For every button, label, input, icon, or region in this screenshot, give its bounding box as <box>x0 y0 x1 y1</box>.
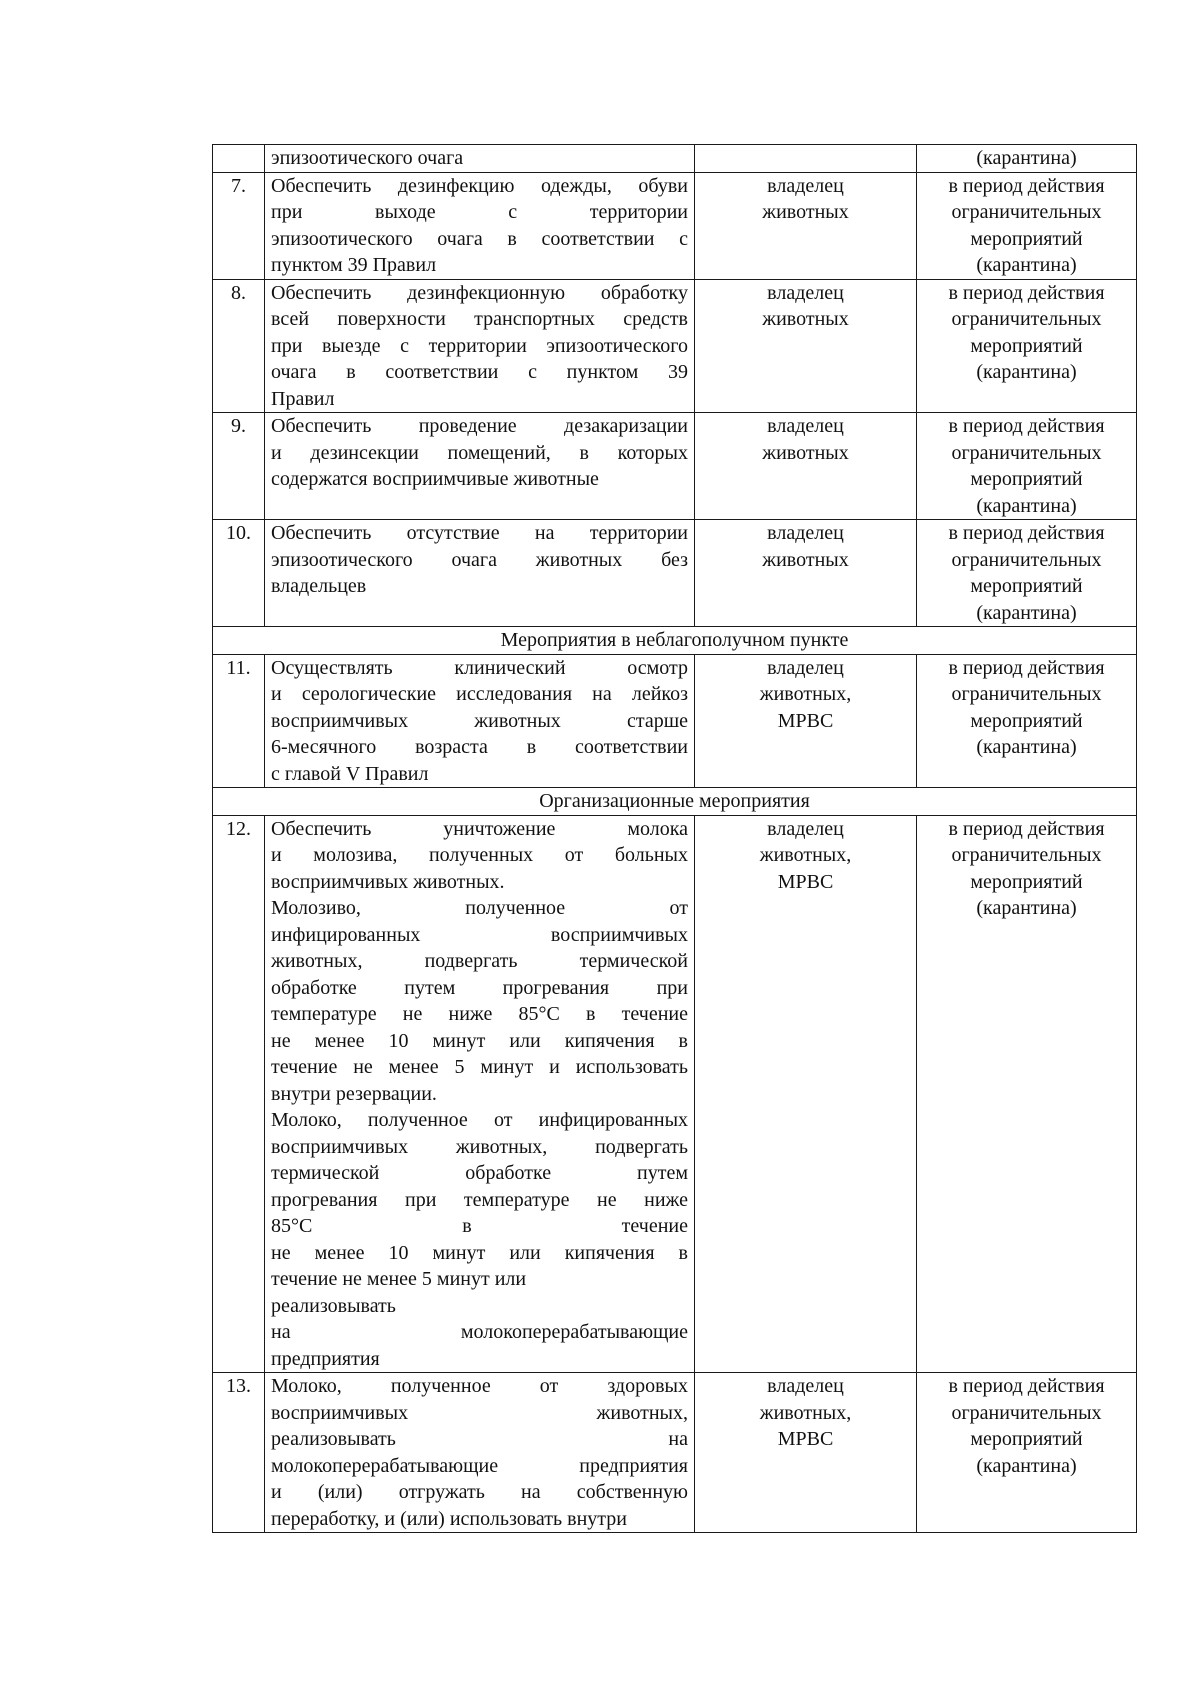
execution-term-line: ограничительных <box>951 683 1102 705</box>
measure-text-line: при выходе с территории <box>271 201 688 223</box>
measure-text-line: 6-месячного возраста в соответствии <box>271 736 688 758</box>
measure-text <box>265 413 695 520</box>
row-number: 7. <box>213 172 265 279</box>
measure-text-line: термической обработке путем <box>271 1162 688 1184</box>
measure-text-line: предприятия <box>271 1347 380 1370</box>
execution-term-line: ограничительных <box>951 1401 1102 1424</box>
row-number <box>213 145 265 173</box>
responsible-party-line: МРВС <box>777 709 834 732</box>
measures-table <box>212 144 1137 1533</box>
execution-term-line: мероприятий <box>970 227 1083 250</box>
responsible-party-line: животных <box>762 201 849 223</box>
table-row <box>213 413 1137 520</box>
measure-text-line: 85°С в течение <box>271 1215 688 1237</box>
measure-text-line: с главой V Правил <box>271 762 429 785</box>
responsible-party-line: животных <box>762 441 849 464</box>
execution-term-line: (карантина) <box>976 1454 1077 1477</box>
measure-text-line: молокоперерабатывающие предприятия <box>271 1454 688 1477</box>
execution-term <box>917 279 1137 413</box>
execution-term-line: в период действия <box>948 817 1105 840</box>
execution-term-line: в период действия <box>948 174 1105 197</box>
responsible-party-line: владелец <box>767 1375 844 1397</box>
measure-text-line: реализовывать на <box>271 1428 688 1450</box>
table-row <box>213 815 1137 1373</box>
responsible-party <box>695 520 917 627</box>
measure-text <box>265 172 695 279</box>
measure-text-line: пунктом 39 Правил <box>271 254 437 276</box>
execution-term-line: ограничительных <box>951 844 1102 866</box>
execution-term <box>917 172 1137 279</box>
responsible-party-line: владелец <box>767 281 844 304</box>
responsible-party-line: владелец <box>767 656 844 679</box>
measure-text <box>265 654 695 788</box>
execution-term-line: (карантина) <box>976 897 1077 919</box>
execution-term <box>917 520 1137 627</box>
execution-term-line: (карантина) <box>976 147 1077 169</box>
measure-text-line: восприимчивых животных. <box>271 870 505 893</box>
measure-text-line: внутри резервации. <box>271 1082 437 1105</box>
execution-term-line: в период действия <box>948 281 1105 304</box>
execution-term-line: ограничительных <box>951 201 1102 223</box>
measure-text-line: реализовывать <box>271 1294 396 1317</box>
execution-term-line: ограничительных <box>951 548 1102 571</box>
row-number: 13. <box>213 1373 265 1533</box>
table-row <box>213 145 1137 173</box>
table-row <box>213 172 1137 279</box>
responsible-party <box>695 815 917 1373</box>
row-number: 9. <box>213 413 265 520</box>
row-number: 12. <box>213 815 265 1373</box>
measure-text-line: Обеспечить отсутствие на территории <box>271 522 688 544</box>
measure-text-line: восприимчивых животных, <box>271 1401 688 1424</box>
measure-text-line: и дезинсекции помещений, в которых <box>271 441 688 464</box>
execution-term-line: мероприятий <box>970 870 1083 893</box>
execution-term <box>917 1373 1137 1533</box>
responsible-party <box>695 145 917 173</box>
measure-text-line: прогревания при температуре не ниже <box>271 1188 688 1211</box>
measure-text-line: эпизоотического очага животных без <box>271 548 688 571</box>
responsible-party <box>695 1373 917 1533</box>
execution-term <box>917 413 1137 520</box>
execution-term-line: (карантина) <box>976 254 1077 276</box>
execution-term-line: в период действия <box>948 522 1105 544</box>
execution-term-line: (карантина) <box>976 494 1077 517</box>
measure-text-line: эпизоотического очага в соответствии с <box>271 227 688 250</box>
execution-term-line: ограничительных <box>951 441 1102 464</box>
section-row <box>213 788 1137 816</box>
execution-term-line: ограничительных <box>951 308 1102 330</box>
measure-text-line: переработку, и (или) использовать внутри <box>271 1507 627 1530</box>
execution-term-line: в период действия <box>948 1375 1105 1397</box>
execution-term <box>917 145 1137 173</box>
measure-text-line: эпизоотического очага <box>271 147 464 169</box>
measure-text-line: Обеспечить уничтожение молока <box>271 817 688 840</box>
responsible-party-line: владелец <box>767 174 844 197</box>
responsible-party-line: МРВС <box>777 870 834 893</box>
measure-text-line: обработке путем прогревания при <box>271 976 688 999</box>
measure-text-line: течение не менее 5 минут или <box>271 1268 527 1290</box>
execution-term-line: мероприятий <box>970 334 1083 357</box>
measure-text <box>265 1373 695 1533</box>
measure-text-line: животных, подвергать термической <box>271 950 688 972</box>
measure-text-line: всей поверхности транспортных средств <box>271 308 688 330</box>
execution-term <box>917 815 1137 1373</box>
responsible-party-line: животных, <box>759 844 852 866</box>
section-title: Мероприятия в неблагополучном пункте <box>213 627 1137 655</box>
execution-term-line: (карантина) <box>976 361 1077 383</box>
execution-term-line: (карантина) <box>976 736 1077 758</box>
measure-text-line: Обеспечить дезинфекцию одежды, обуви <box>271 174 688 197</box>
measure-text-line: Осуществлять клинический осмотр <box>271 656 688 679</box>
measure-text <box>265 279 695 413</box>
responsible-party-line: животных, <box>759 1401 852 1424</box>
execution-term-line: мероприятий <box>970 575 1083 597</box>
measure-text-line: течение не менее 5 минут и использовать <box>271 1056 688 1078</box>
measure-text-line: на молокоперерабатывающие <box>271 1321 688 1343</box>
measure-text-line: и (или) отгружать на собственную <box>271 1481 688 1503</box>
responsible-party <box>695 279 917 413</box>
measure-text-line: и молозива, полученных от больных <box>271 844 688 866</box>
measure-text-line: не менее 10 минут или кипячения в <box>271 1241 688 1264</box>
measure-text-line: восприимчивых животных, подвергать <box>271 1135 688 1158</box>
measure-text-line: при выезде с территории эпизоотического <box>271 334 688 357</box>
measure-text-line: содержатся восприимчивые животные <box>271 468 599 490</box>
responsible-party-line: владелец <box>767 415 844 437</box>
execution-term-line: мероприятий <box>970 1428 1083 1450</box>
row-number: 8. <box>213 279 265 413</box>
responsible-party <box>695 413 917 520</box>
execution-term <box>917 654 1137 788</box>
responsible-party-line: животных <box>762 308 849 330</box>
measure-text <box>265 520 695 627</box>
measure-text-line: Обеспечить проведение дезакаризации <box>271 415 688 437</box>
measures-table-body <box>213 145 1137 1533</box>
execution-term-line: в период действия <box>948 415 1105 437</box>
responsible-party-line: животных, <box>759 683 852 705</box>
row-number: 11. <box>213 654 265 788</box>
execution-term-line: в период действия <box>948 656 1105 679</box>
section-row <box>213 627 1137 655</box>
measure-text-line: Молоко, полученное от инфицированных <box>271 1109 688 1131</box>
responsible-party-line: владелец <box>767 817 844 840</box>
measure-text-line: температуре не ниже 85°С в течение <box>271 1003 688 1025</box>
execution-term-line: мероприятий <box>970 468 1083 490</box>
measure-text <box>265 815 695 1373</box>
execution-term-line: (карантина) <box>976 601 1077 624</box>
responsible-party <box>695 172 917 279</box>
measure-text-line: Молозиво, полученное от <box>271 897 688 919</box>
responsible-party-line: МРВС <box>777 1428 834 1450</box>
measure-text-line: Правил <box>271 387 335 410</box>
measure-text-line: владельцев <box>271 575 367 597</box>
measure-text-line: восприимчивых животных старше <box>271 709 688 732</box>
row-number: 10. <box>213 520 265 627</box>
measure-text-line: Молоко, полученное от здоровых <box>271 1375 688 1397</box>
execution-term-line: мероприятий <box>970 709 1083 732</box>
responsible-party-line: владелец <box>767 522 844 544</box>
table-row <box>213 1373 1137 1533</box>
table-row <box>213 654 1137 788</box>
measure-text-line: очага в соответствии с пунктом 39 <box>271 361 688 383</box>
responsible-party <box>695 654 917 788</box>
measure-text <box>265 145 695 173</box>
measure-text-line: не менее 10 минут или кипячения в <box>271 1029 688 1052</box>
measure-text-line: и серологические исследования на лейкоз <box>271 683 688 705</box>
measure-text-line: Обеспечить дезинфекционную обработку <box>271 281 688 304</box>
measure-text-line: инфицированных восприимчивых <box>271 923 688 946</box>
section-title: Организационные мероприятия <box>213 788 1137 816</box>
table-row <box>213 520 1137 627</box>
table-row <box>213 279 1137 413</box>
responsible-party-line: животных <box>762 548 849 571</box>
